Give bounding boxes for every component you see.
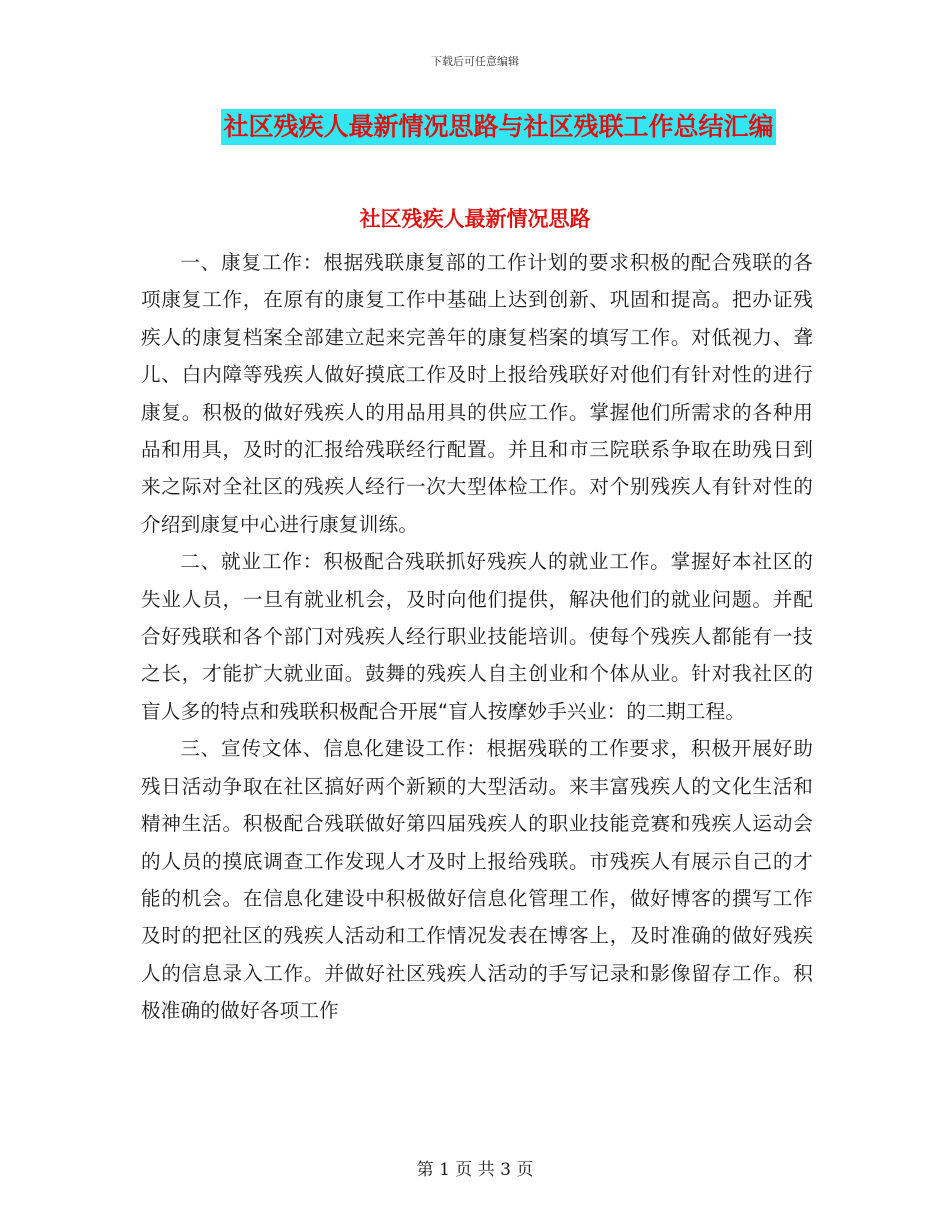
document-title: 社区残疾人最新情况思路与社区残联工作总结汇编	[221, 109, 775, 145]
paragraph-publicity-informatization: 三、宣传文体、信息化建设工作：根据残联的工作要求，积极开展好助残日活动争取在社区搞好两个新颖的大型活动。来丰富残疾人的文化生活和精神生活。积极配合残联做好第四届残疾人的职业技能竞赛和残疾人运动会的人员的摸底调查工作发现人才及时上报给残联。市残疾人有展示自己的才能的机会。在信息化建设中积极做好信息化管理工作，做好博客的撰写工作及时的把社区的残疾人活动和工作情况发表在博客上，及时准确的做好残疾人的信息录入工作。并做好社区残疾人活动的手写记录和影像留存工作。积极准确的做好各项工作	[141, 737, 813, 1023]
page-footer: 第 1 页 共 3 页	[416, 1160, 534, 1180]
main-title-container	[0, 109, 950, 145]
paragraph-employment: 二、就业工作：积极配合残联抓好残疾人的就业工作。掌握好本社区的失业人员，一旦有就业机会，及时向他们提供，解决他们的就业问题。并配合好残联和各个部门对残疾人经行职业技能培训。使每个残疾人都能有一技之长，才能扩大就业面。鼓舞的残疾人自主创业和个体从业。针对我社区的盲人多的特点和残联积极配合开展“盲人按摩妙手兴业：的二期工程。	[141, 550, 813, 723]
document-body	[141, 244, 813, 1030]
header-note: 下载后可任意编辑	[431, 55, 519, 68]
section-title: 社区残疾人最新情况思路	[359, 207, 591, 231]
paragraph-rehabilitation: 一、康复工作：根据残联康复部的工作计划的要求积极的配合残联的各项康复工作，在原有的康复工作中基础上达到创新、巩固和提高。把办证残疾人的康复档案全部建立起来完善年的康复档案的填写工作。对低视力、聋儿、白内障等残疾人做好摸底工作及时上报给残联好对他们有针对性的进行康复。积极的做好残疾人的用品用具的供应工作。掌握他们所需求的各种用品和用具，及时的汇报给残联经行配置。并且和市三院联系争取在助残日到来之际对全社区的残疾人经行一次大型体检工作。对个别残疾人有针对性的介绍到康复中心进行康复训练。	[141, 251, 813, 536]
